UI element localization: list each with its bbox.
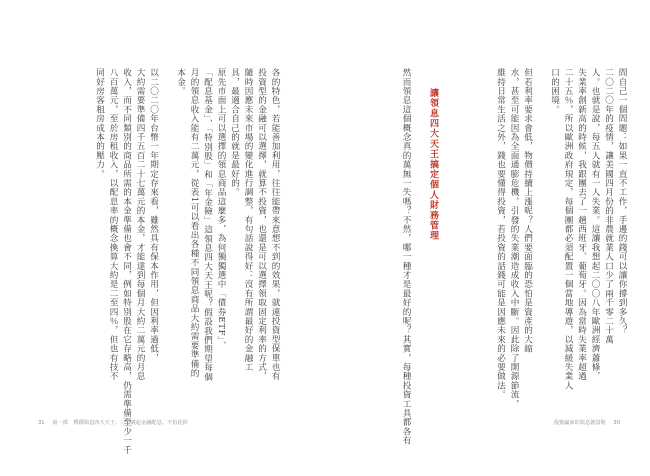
- right-page: [325, 0, 650, 476]
- left-part-label: 第一部: [52, 420, 68, 426]
- text-column: 二十五％，所以歐洲政府規定，每個團都必須配置一個當地導遊，以減緩失業人: [563, 68, 573, 390]
- text-column: 原先市面上可以選擇的領息商品這麼多，為何獨獨選中「債券ETF」、: [216, 68, 226, 351]
- right-page-number: 30: [613, 420, 620, 426]
- text-column: 但若利率要求會低，物價持續上漲呢？人們要面臨的恐怕是資產的大縮: [522, 68, 533, 354]
- section-heading: 讓領息四大天王搞定個人財務管理: [428, 88, 438, 241]
- text-column: 本金。: [175, 68, 186, 96]
- text-column: 大約需要準備四千五百二十七萬元的本金，才能達到每個月大約二萬元的月息: [135, 68, 145, 381]
- text-column: 問自己一個問題：如果一直不工作，手邊的錢可以讓你撐到多久？: [617, 68, 627, 335]
- text-column: 維持日常生活之外，錢也要懂得投資，若投資的話錢可能是因應未來的必要做法。: [495, 68, 506, 400]
- left-page-footer: [32, 419, 188, 426]
- text-column: 具，最適合自己的就是最好的。: [229, 68, 240, 197]
- text-column: 人。也就是說，每五人就有一人失業。這讓我想起二〇〇八年歐洲經濟蕭條，: [590, 68, 600, 381]
- text-column: 隨時因應未來市場的變化進行調整，有句話說得好：沒有所謂最好的金融工: [243, 68, 253, 372]
- text-column: 月的領息收入能有二萬元，從表1可以看出各種不同領息商品大約需要準備的: [189, 68, 199, 378]
- text-column: 口的困境。: [549, 68, 560, 114]
- right-running-title: 投資贏家的領息創富術: [553, 420, 606, 426]
- text-column: 以二〇二〇年台幣一年期定存來看，雖然具有保本作用，但因利率過低，: [148, 68, 159, 363]
- text-column: 八百萬元，至於房租收入，以配息率的概念換算大約是二至四％，但也有技不: [108, 68, 118, 381]
- text-column: 同好房客租房成本的壓力。: [94, 68, 105, 179]
- text-column: 水，甚至可能因為全面通膨危機，引發的失業潮造成收入中斷。因此除了開源節流，: [509, 68, 519, 409]
- left-running-title: 穩穩領息四大天王：三十歲起金融配息、不怕花掉: [73, 420, 188, 426]
- right-page-footer: [554, 419, 626, 426]
- text-column: 各的特色，若能善加利用，往往能帶來意想不到的效果，就連投資型保單也有: [270, 68, 280, 381]
- text-column: 收入，而不同類別的商品所需的本金準備也會不同，例如特別股在它存略高，仍需準備至少一千: [121, 68, 132, 455]
- text-column: 然而領息這個概念真的萬無一失嗎？不然，哪一種才是最好的呢？其實，每種投資工具都各有: [401, 68, 411, 446]
- text-column: 「配息基金」、「特別股」和「年金險」這領息四大天王呢？假設我們期望每個: [202, 68, 213, 382]
- text-column: 二〇二〇年的疫情，讓美國四月份的非農就業人口少了兩千零二十萬: [603, 68, 614, 344]
- text-column: 失業率創新高的時候，我跟團去了一趟西班牙、葡萄牙。因為當時失業率超過: [576, 68, 587, 381]
- text-column: 投資型的金融可以選擇，就算不投資，也還是可以選擇領取固定利率的方式，: [256, 68, 267, 381]
- left-page-number: 31: [38, 420, 45, 426]
